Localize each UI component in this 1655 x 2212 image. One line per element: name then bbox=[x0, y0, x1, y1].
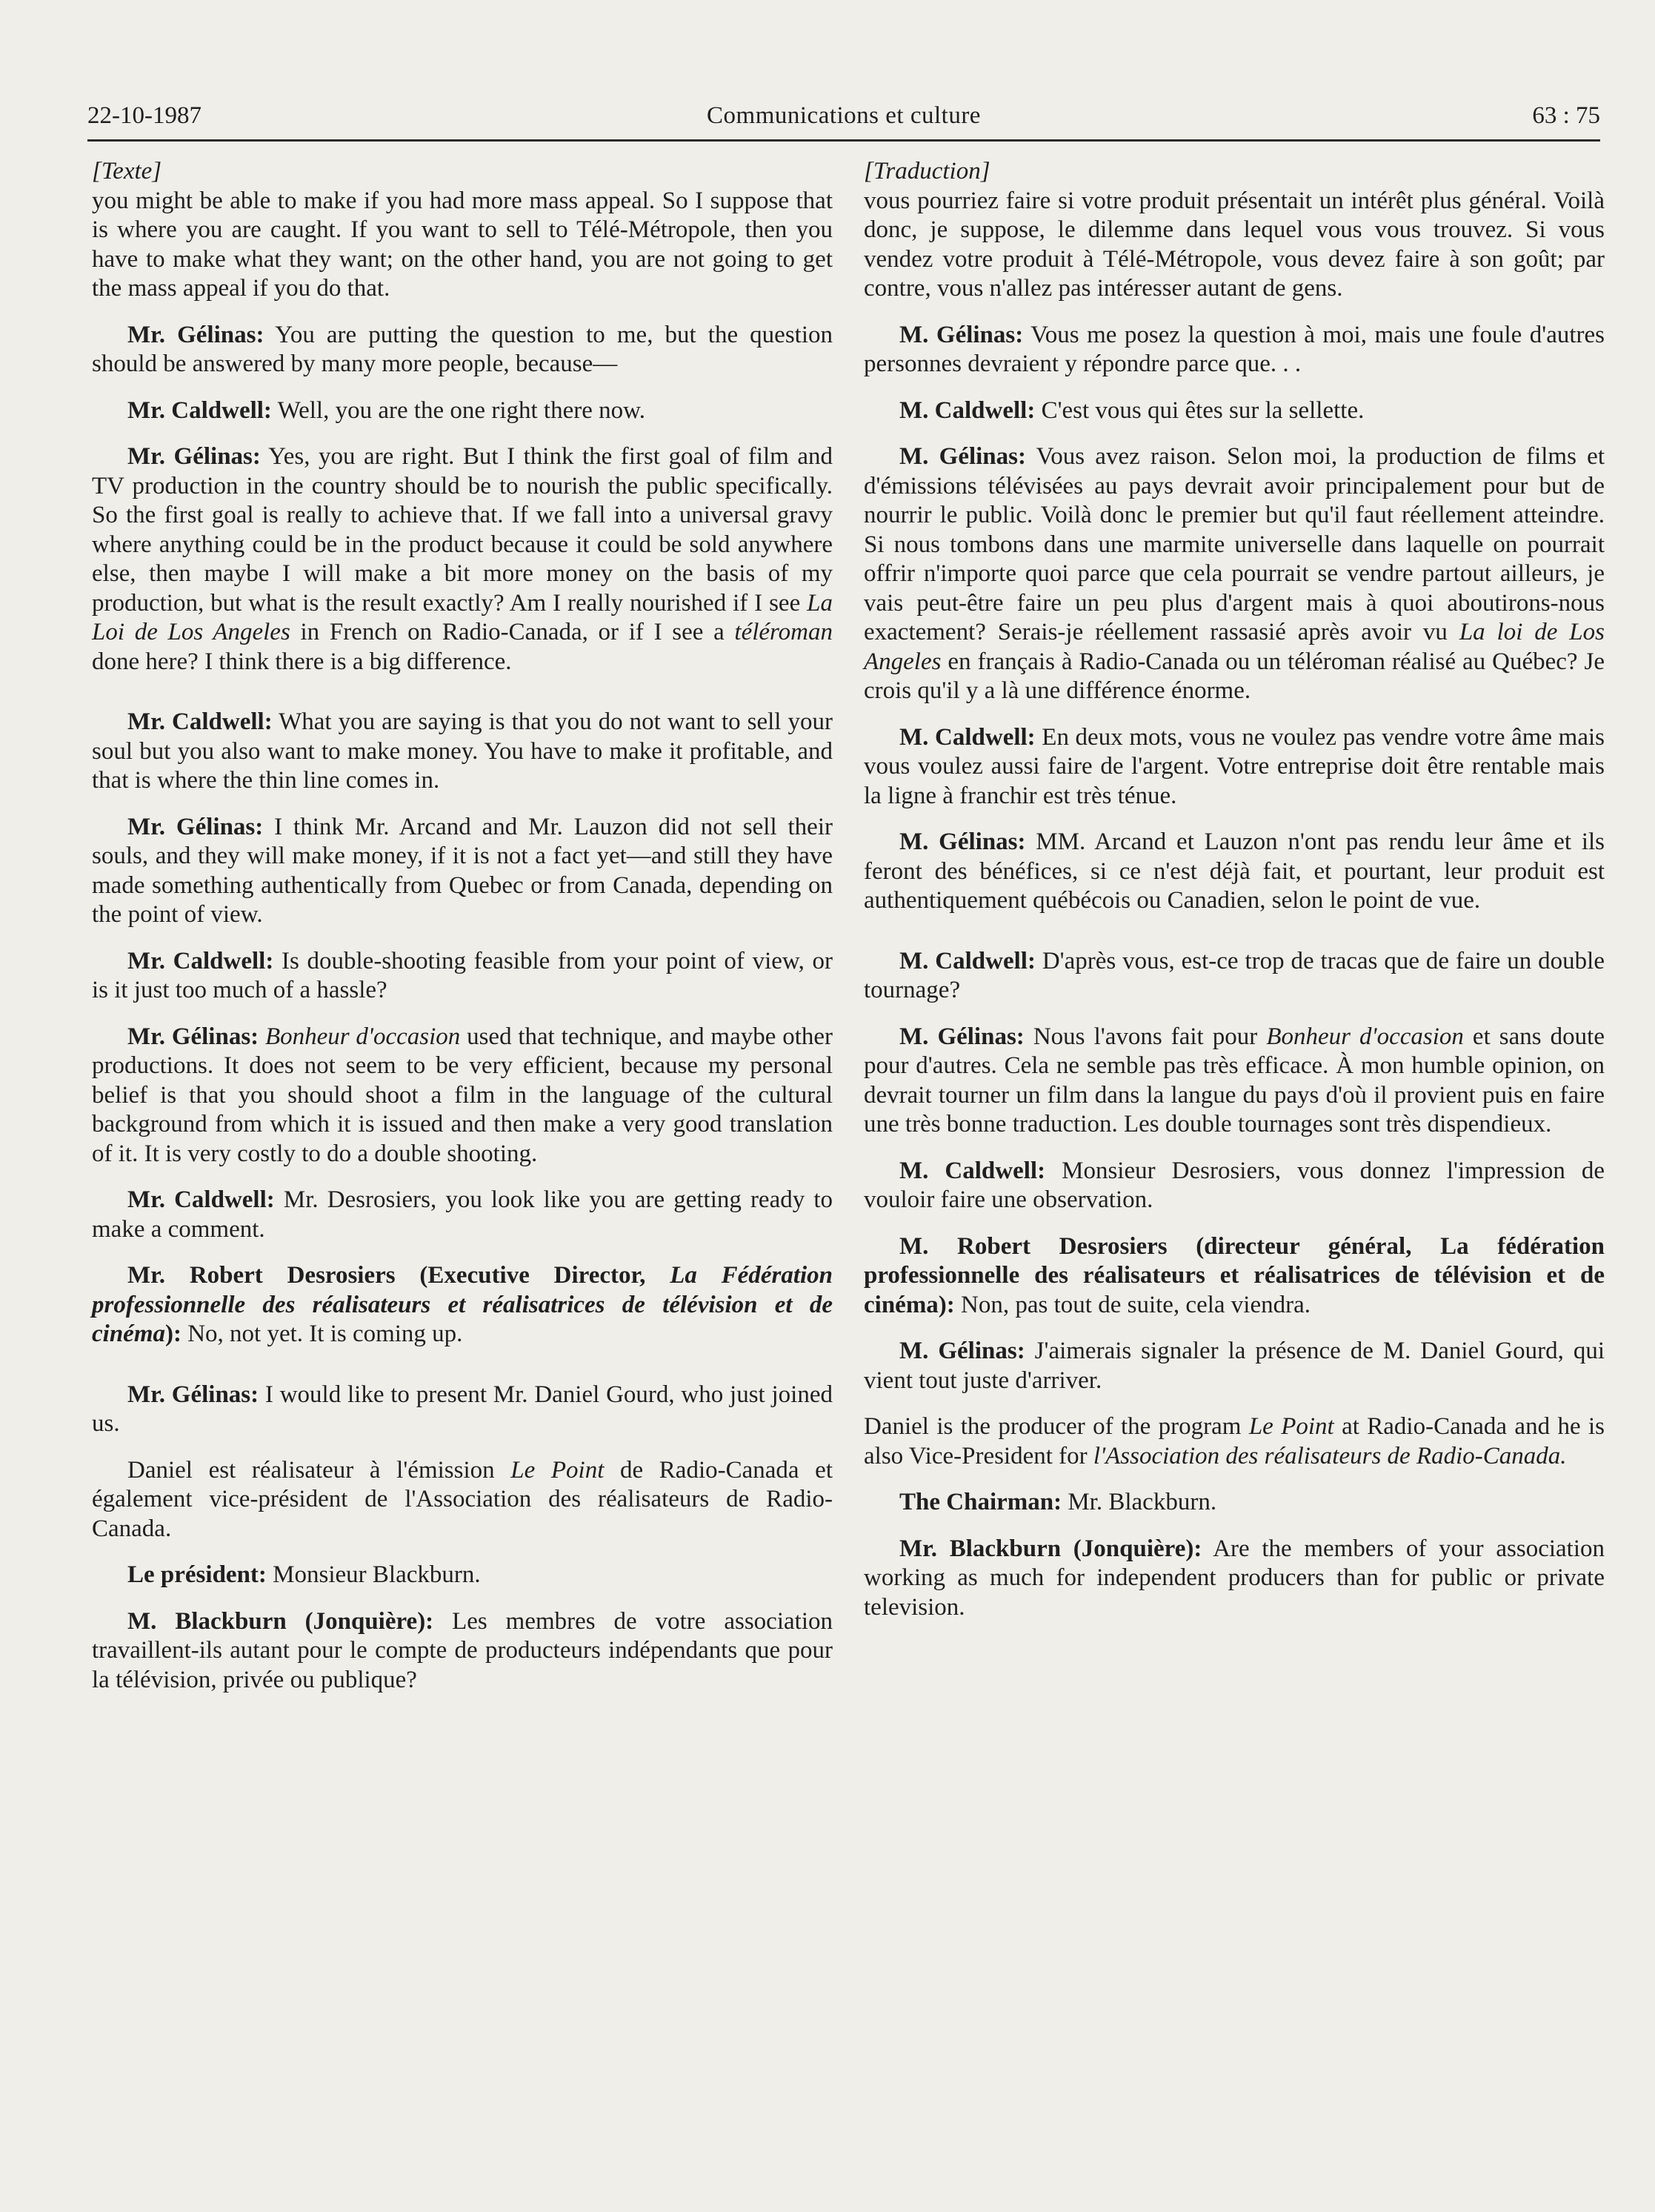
speaker-paragraph: M. Gélinas: Vous me posez la question à moi, mais une foule d'autres personnes devraient y répondre parce que. . . bbox=[864, 321, 1605, 377]
speaker-name: Mr. Gélinas: bbox=[127, 321, 264, 348]
speaker-name: M. Caldwell: bbox=[899, 396, 1036, 424]
header-page-number: 63 : 75 bbox=[1532, 102, 1600, 129]
speaker-name: M. Caldwell: bbox=[899, 1157, 1046, 1184]
speaker-paragraph: M. Robert Desrosiers (directeur général, La fédération professionnelle des réalisateurs et réalisatrices de télévision et de cinéma): Non, pas tout de suite, cela viendra. bbox=[864, 1232, 1605, 1318]
speaker-name: M. Caldwell: bbox=[899, 723, 1036, 751]
speaker-paragraph: M. Gélinas: J'aimerais signaler la présence de M. Daniel Gourd, qui vient tout juste d'arriver. bbox=[864, 1338, 1605, 1394]
speaker-name: Mr. Robert Desrosiers (Executive Director, bbox=[127, 1262, 670, 1289]
speaker-name: Mr. Gélinas: bbox=[127, 1023, 259, 1050]
speaker-name: M. Gélinas: bbox=[899, 828, 1026, 855]
speaker-name: M. Blackburn (Jonquière): bbox=[127, 1607, 434, 1635]
speaker-paragraph: M. Gélinas: MM. Arcand et Lauzon n'ont pas rendu leur âme et ils feront des bénéfices, si ce n'est déjà fait, et pourtant, leur produit est authentiquement québécois ou Canadien, selon le point de vue. bbox=[864, 828, 1605, 914]
speaker-paragraph: Mr. Gélinas: I would like to present Mr. Daniel Gourd, who just joined us. bbox=[92, 1381, 833, 1437]
speaker-name: Mr. Gélinas: bbox=[127, 443, 261, 470]
speaker-name: The Chairman: bbox=[899, 1489, 1062, 1515]
paragraph: Daniel est réalisateur à l'émission Le Point de Radio-Canada et également vice-président de l'Association des réalisateurs de Radio-Canada. bbox=[92, 1456, 833, 1542]
header-title: Communications et culture bbox=[707, 102, 981, 129]
speaker-paragraph: Mr. Caldwell: Mr. Desrosiers, you look like you are getting ready to make a comment. bbox=[92, 1186, 833, 1243]
speaker-name: Mr. Gélinas: bbox=[127, 813, 264, 840]
speaker-paragraph: M. Gélinas: Vous avez raison. Selon moi, la production de films et d'émissions télévisées au pays devrait avoir principalement pour but de nourrir le public. Voilà donc le premier but qu'il faut réellement atteindre. Si nous tombons dans une marmite universelle dans laquelle on pourrait offrir n'importe quoi parce que cela pourrait se vendre partout ailleurs, je vais peut-être faire un peu plus d'argent mais à quoi aboutirons-nous exactement? Serais-je réellement rassasié après avoir vu La loi de Los Angeles en français à Radio-Canada ou un téléroman réalisé au Québec? Je crois qu'il y a là une différence énorme. bbox=[864, 443, 1605, 704]
speaker-paragraph: Mr. Robert Desrosiers (Executive Director, La Fédération professionnelle des réalisateurs et réalisatrices de télévision et de cinéma): No, not yet. It is coming up. bbox=[92, 1262, 833, 1347]
speaker-name: M. Caldwell: bbox=[899, 947, 1036, 974]
speaker-paragraph: Mr. Blackburn (Jonquière): Are the members of your association working as much for independent producers than for public or private television. bbox=[864, 1535, 1605, 1621]
speaker-paragraph: Mr. Caldwell: Is double-shooting feasible from your point of view, or is it just too much of a hassle? bbox=[92, 947, 833, 1003]
speaker-paragraph: M. Caldwell: D'après vous, est-ce trop de tracas que de faire un double tournage? bbox=[864, 947, 1605, 1003]
page-header bbox=[87, 102, 1600, 142]
speaker-paragraph: Mr. Caldwell: Well, you are the one right there now. bbox=[127, 396, 646, 424]
speaker-name: Le président: bbox=[127, 1561, 267, 1588]
speaker-paragraph: Mr. Gélinas: Bonheur d'occasion used that technique, and maybe other productions. It does not seem to be very efficient, because my personal belief is that you should shoot a film in the language of the cultural background from which it is issued and then make a very good translation of it. It is very costly to do a double shooting. bbox=[92, 1023, 833, 1167]
speaker-paragraph: Le président: Monsieur Blackburn. bbox=[127, 1561, 481, 1588]
speaker-name: M. Gélinas: bbox=[899, 443, 1026, 470]
speaker-name: Mr. Caldwell: bbox=[127, 1186, 275, 1213]
header-date: 22-10-1987 bbox=[87, 102, 202, 129]
speaker-name: M. Robert Desrosiers (directeur général, La fédération professionnelle des réalisateurs et réalisatrices de télévision et de cinéma): bbox=[864, 1232, 1605, 1318]
column-label: [Texte] bbox=[92, 158, 162, 185]
speaker-paragraph: M. Gélinas: Nous l'avons fait pour Bonheur d'occasion et sans doute pour d'autres. Cela ne semble pas très efficace. À mon humble opinion, on devrait tourner un film dans la langue du pays d'où il provient puis en faire une très bonne traduction. Les double tournages sont très dispendieux. bbox=[864, 1023, 1605, 1137]
speaker-name: Mr. Blackburn (Jonquière): bbox=[899, 1535, 1202, 1562]
speaker-paragraph: M. Caldwell: Monsieur Desrosiers, vous donnez l'impression de vouloir faire une observation. bbox=[864, 1157, 1605, 1213]
column-label: [Traduction] bbox=[864, 158, 990, 185]
speaker-name: Mr. Caldwell: bbox=[127, 396, 272, 424]
speaker-paragraph: M. Blackburn (Jonquière): Les membres de votre association travaillent-ils autant pour le compte de producteurs indépendants que pour la télévision, privée ou publique? bbox=[92, 1607, 833, 1693]
speaker-name: M. Gélinas: bbox=[899, 321, 1024, 348]
speaker-paragraph: Mr. Gélinas: I think Mr. Arcand and Mr. Lauzon did not sell their souls, and they will make money, if it is not a fact yet—and still they have made something authentically from Quebec or from Canada, depending on the point of view. bbox=[92, 813, 833, 928]
speaker-paragraph: M. Caldwell: En deux mots, vous ne voulez pas vendre votre âme mais vous voulez aussi faire de l'argent. Votre entreprise doit être rentable mais la ligne à franchir est très ténue. bbox=[864, 723, 1605, 809]
paragraph: Daniel is the producer of the program Le Point at Radio-Canada and he is also Vice-President for l'Association des réalisateurs de Radio-Canada. bbox=[864, 1413, 1605, 1469]
speaker-name: M. Gélinas: bbox=[899, 1338, 1025, 1364]
speaker-name: Mr. Caldwell: bbox=[127, 708, 273, 735]
paragraph: you might be able to make if you had more mass appeal. So I suppose that is where you are caught. If you want to sell to Télé-Métropole, then you have to make what they want; on the other hand, you are not going to get the mass appeal if you do that. bbox=[92, 187, 833, 302]
speaker-name: Mr. Caldwell: bbox=[127, 947, 274, 974]
speaker-paragraph: M. Caldwell: C'est vous qui êtes sur la sellette. bbox=[899, 396, 1365, 424]
speaker-paragraph: Mr. Caldwell: What you are saying is that you do not want to sell your soul but you also want to make money. You have to make it profitable, and that is where the thin line comes in. bbox=[92, 708, 833, 794]
paragraph: vous pourriez faire si votre produit présentait un intérêt plus général. Voilà donc, je suppose, le dilemme dans lequel vous vous trouvez. Si vous vendez votre produit à Télé-Métropole, vous devez faire à son goût; par contre, vous n'allez pas intéresser autant de gens. bbox=[864, 187, 1605, 302]
speaker-paragraph: Mr. Gélinas: Yes, you are right. But I think the first goal of film and TV production in the country should be to nourish the public specifically. So the first goal is really to achieve that. If we fall into a universal gravy where anything could be in the product because it could be sold anywhere else, then maybe I will make a bit more money on the basis of my production, but what is the result exactly? Am I really nourished if I see La Loi de Los Angeles in French on Radio-Canada, or if I see a téléroman done here? I think there is a big difference. bbox=[92, 443, 833, 675]
speaker-name: M. Gélinas: bbox=[899, 1023, 1025, 1050]
french-column bbox=[864, 157, 1605, 1639]
speaker-paragraph: The Chairman: Mr. Blackburn. bbox=[899, 1489, 1217, 1515]
speaker-name: Mr. Gélinas: bbox=[127, 1381, 259, 1408]
speaker-paragraph: Mr. Gélinas: You are putting the question to me, but the question should be answered by many more people, because— bbox=[92, 321, 833, 377]
english-column bbox=[92, 157, 833, 1712]
